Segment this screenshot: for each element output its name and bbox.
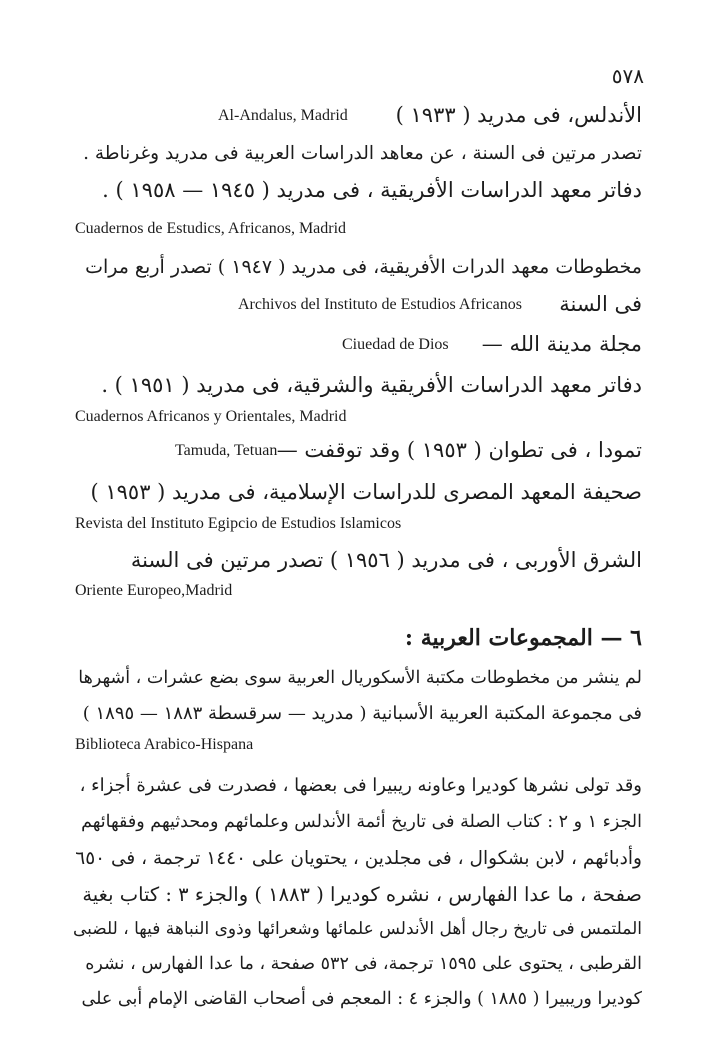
entry-ciudad-de-dios-latin: Ciuedad de Dios <box>342 336 449 353</box>
entry-ciudad-de-dios-arabic: مجلة مدينة الله — <box>481 332 642 356</box>
page-number: ٥٧٨ <box>611 64 644 88</box>
section-heading: ٦ — المجموعات العربية : <box>404 625 642 651</box>
entry-oriente-latin: Oriente Europeo,Madrid <box>75 582 233 599</box>
paragraph-2-line-6: القرطبى ، يحتوى على ١٥٩٥ ترجمة، فى ٥٣٢ صفحة ، ما عدا الفهارس ، نشره <box>85 954 642 974</box>
entry-cuadernos-africanos-latin: Cuadernos Africanos y Orientales, Madrid <box>75 408 347 425</box>
paragraph-2-line-1: وقد تولى نشرها كوديرا وعاونه ريبيرا فى بعضها ، فصدرت فى عشرة أجزاء ، <box>79 775 642 796</box>
entry-revista-arabic: صحيفة المعهد المصرى للدراسات الإسلامية، فى مدريد ( ١٩٥٣ ) <box>90 480 642 504</box>
entry-archivos-arabic-cont: فى السنة <box>559 292 642 316</box>
entry-oriente-arabic: الشرق الأوربى ، فى مدريد ( ١٩٥٦ ) تصدر مرتين فى السنة <box>130 548 642 572</box>
entry-al-andalus-description: تصدر مرتين فى السنة ، عن معاهد الدراسات العربية فى مدريد وغرناطة . <box>83 143 642 164</box>
paragraph-1-line-1: لم ينشر من مخطوطات مكتبة الأسكوريال العربية سوى بضع عشرات ، أشهرها <box>78 668 642 688</box>
entry-cuadernos-estudios-latin: Cuadernos de Estudics, Africanos, Madrid <box>75 220 347 237</box>
paragraph-2-line-5: الملتمس فى تاريخ رجال أهل الأندلس علمائها وشعرائها وذوى النباهة فيها ، للضبى <box>72 919 642 939</box>
entry-al-andalus-arabic: الأندلس، فى مدريد ( ١٩٣٣ ) <box>395 103 642 127</box>
paragraph-2-line-4: صفحة ، ما عدا الفهارس ، نشره كوديرا ( ١٨٨٣ ) والجزء ٣ : كتاب بغية <box>82 883 642 906</box>
entry-al-andalus-latin: Al-Andalus, Madrid <box>218 107 348 124</box>
entry-tamuda-latin: Tamuda, Tetuan <box>175 442 278 459</box>
entry-cuadernos-africanos-arabic: دفاتر معهد الدراسات الأفريقية والشرقية، فى مدريد ( ١٩٥١ ) . <box>101 373 642 397</box>
entry-tamuda-arabic: تمودا ، فى تطوان ( ١٩٥٣ ) وقد توقفت — <box>276 438 642 462</box>
paragraph-1-line-2: فى مجموعة المكتبة العربية الأسبانية ( مدريد — سرقسطة ١٨٨٣ — ١٨٩٥ ) <box>82 703 642 724</box>
paragraph-1-latin: Biblioteca Arabico-Hispana <box>75 736 254 753</box>
entry-cuadernos-estudios-arabic: دفاتر معهد الدراسات الأفريقية ، فى مدريد ( ١٩٤٥ — ١٩٥٨ ) . <box>102 178 642 202</box>
entry-archivos-arabic: مخطوطات معهد الدرات الأفريقية، فى مدريد ( ١٩٤٧ ) تصدر أربع مرات <box>85 256 642 278</box>
entry-archivos-latin: Archivos del Instituto de Estudios Africanos <box>238 296 522 313</box>
paragraph-2-line-7: كوديرا وريبيرا ( ١٨٨٥ ) والجزء ٤ : المعجم فى أصحاب القاضى الإمام أبى على <box>81 989 642 1009</box>
entry-revista-latin: Revista del Instituto Egipcio de Estudios Islamicos <box>75 515 402 532</box>
paragraph-2-line-2: الجزء ١ و ٢ : كتاب الصلة فى تاريخ أئمة الأندلس وعلمائهم ومحدثيهم وفقهائهم <box>81 812 642 832</box>
paragraph-2-line-3: وأدبائهم ، لابن بشكوال ، فى مجلدين ، يحتويان على ١٤٤٠ ترجمة ، فى ٦٥٠ <box>75 848 642 869</box>
